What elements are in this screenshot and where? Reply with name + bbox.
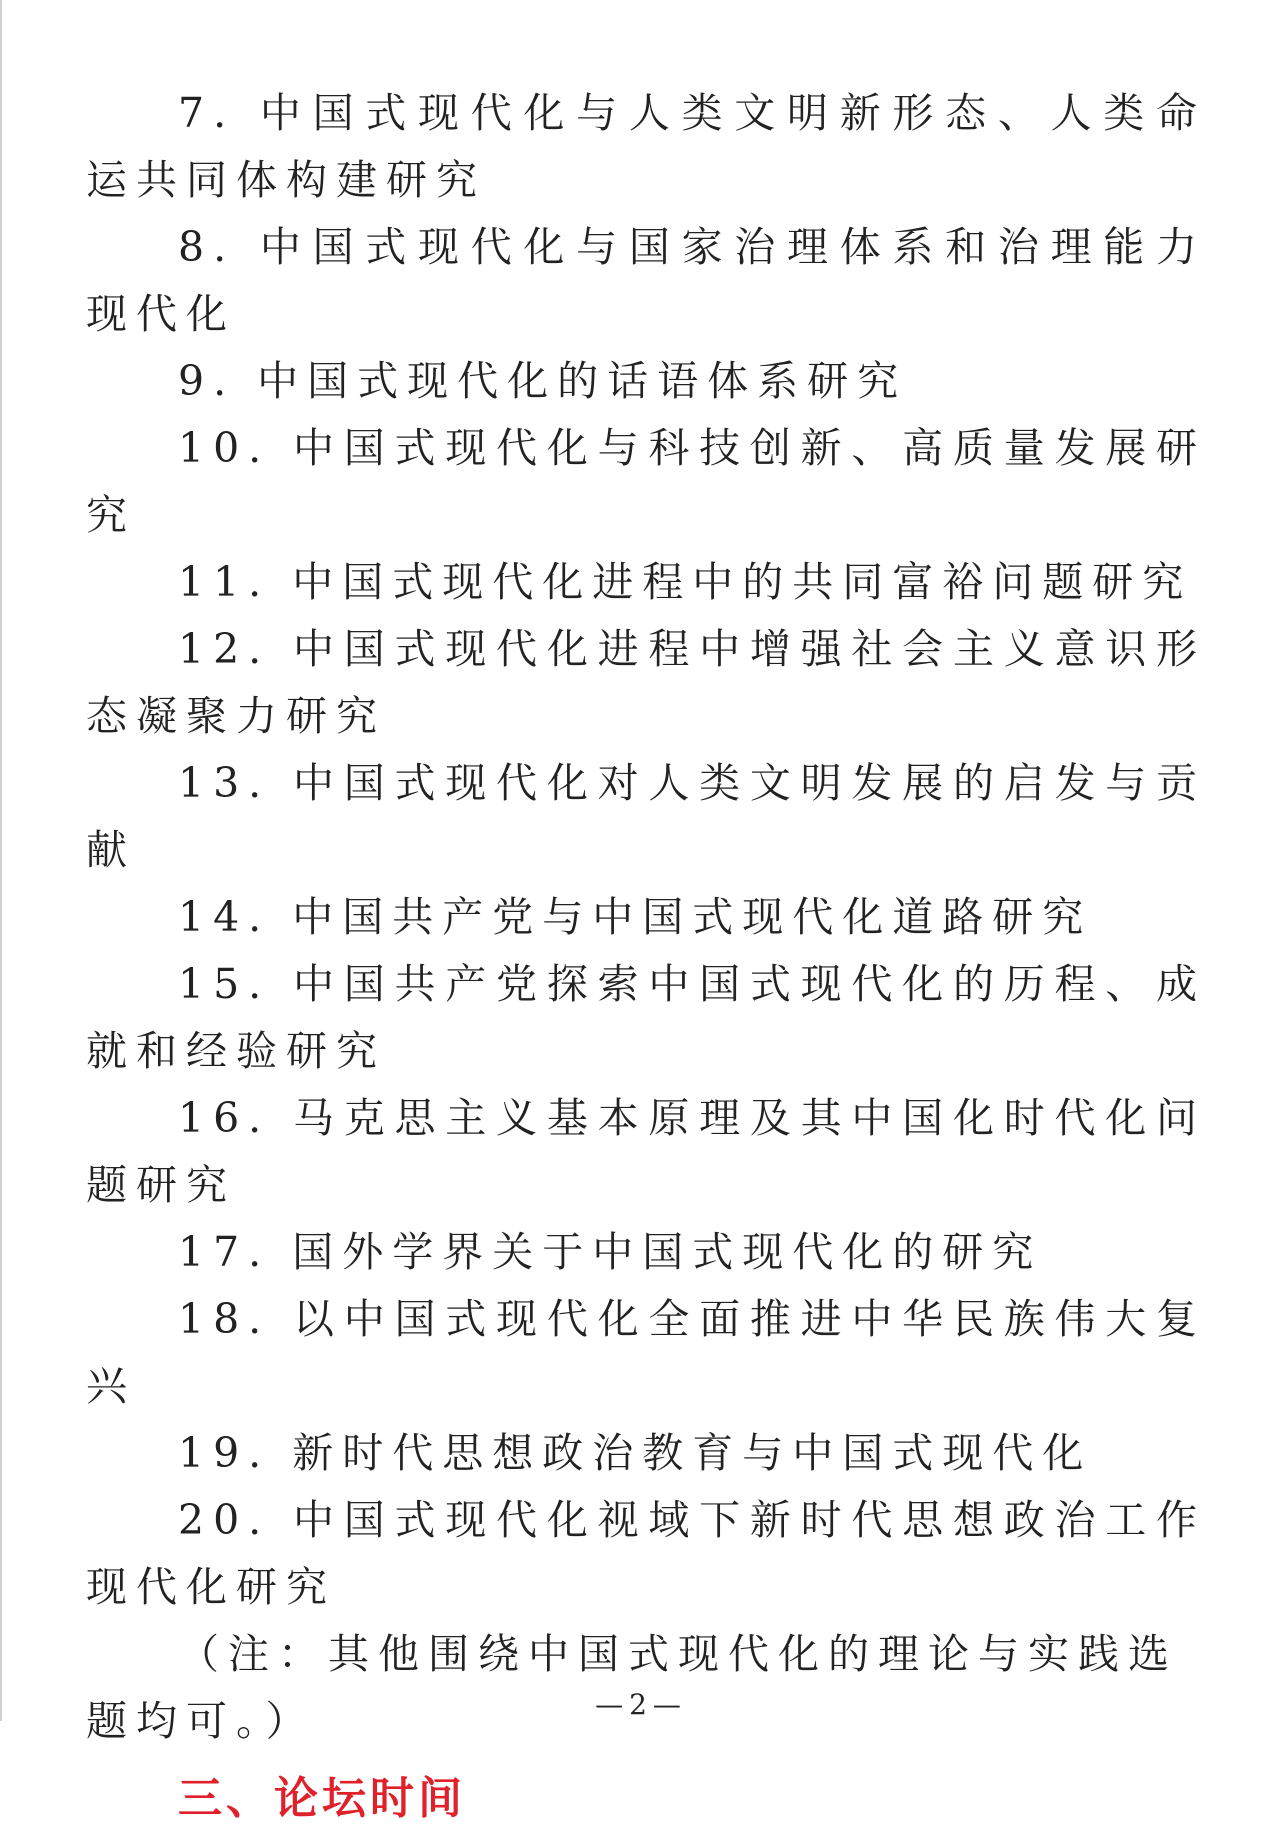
topic-item-17: 17. 国外学界关于中国式现代化的研究 (178, 1228, 1043, 1276)
topic-item-18: 18. 以中国式现代化全面推进中华民族伟大复兴 (86, 1295, 1206, 1410)
topic-item-7: 7. 中国式现代化与人类文明新形态、人类命运共同体构建研究 (86, 89, 1206, 204)
topic-item-16: 16. 马克思主义基本原理及其中国化时代化问题研究 (86, 1094, 1206, 1209)
topic-item-11: 11. 中国式现代化进程中的共同富裕问题研究 (178, 558, 1193, 606)
topic-item-14: 14. 中国共产党与中国式现代化道路研究 (178, 893, 1093, 941)
topic-item-12: 12. 中国式现代化进程中增强社会主义意识形态凝聚力研究 (86, 625, 1206, 740)
topic-item-19: 19. 新时代思想政治教育与中国式现代化 (178, 1429, 1093, 1477)
topic-item-15: 15. 中国共产党探索中国式现代化的历程、成就和经验研究 (86, 960, 1206, 1075)
topic-item-13: 13. 中国式现代化对人类文明发展的启发与贡献 (86, 759, 1206, 874)
document-body (86, 80, 1206, 1839)
topic-item-8: 8. 中国式现代化与国家治理体系和治理能力现代化 (86, 223, 1206, 338)
topic-item-10: 10. 中国式现代化与科技创新、高质量发展研究 (86, 424, 1206, 539)
section-heading-forum-time: 三、论坛时间 (178, 1773, 466, 1824)
topic-item-20: 20. 中国式现代化视域下新时代思想政治工作现代化研究 (86, 1496, 1206, 1611)
topic-item-9: 9. 中国式现代化的话语体系研究 (178, 357, 908, 405)
topic-note: （注：其他围绕中国式现代化的理论与实践选题均可。） (86, 1630, 1178, 1745)
page-number: —2— (595, 1688, 687, 1721)
